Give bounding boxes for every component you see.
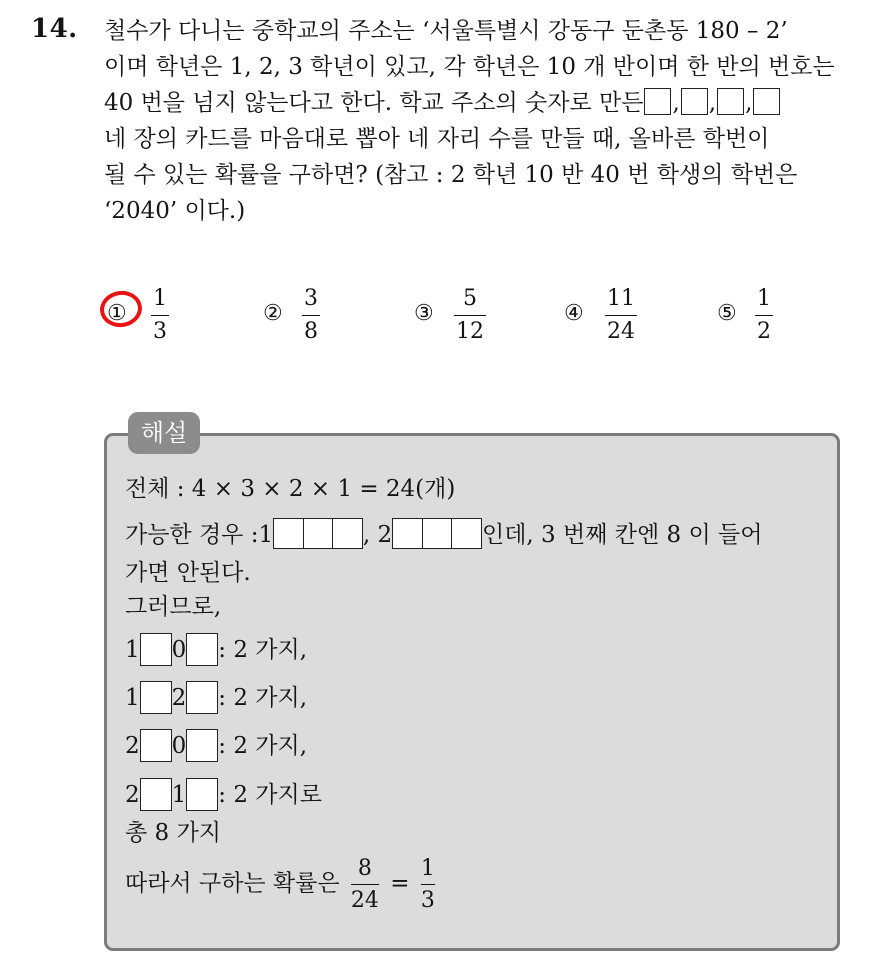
- solution-sum: 총 8 가지: [125, 820, 221, 846]
- blank-cell: [140, 633, 172, 666]
- blank-cell: [186, 633, 218, 666]
- choice-fraction: 1 2: [757, 286, 771, 344]
- choice-label: ③: [414, 301, 434, 326]
- blank-cell: [186, 681, 218, 714]
- blank-card: [717, 88, 744, 115]
- blank-card: [681, 88, 708, 115]
- solution-possible: 가능한 경우 :1 , 2 인데, 3 번째 칸엔 8 이 들어: [125, 518, 762, 552]
- choice-label: ①: [107, 301, 127, 326]
- question-line-1: 철수가 다니는 중학교의 주소는 ‘서울특별시 강동구 둔촌동 180 – 2’: [104, 18, 788, 44]
- blank-cell: [186, 729, 218, 762]
- blank-cell: [140, 729, 172, 762]
- choice-label: ⑤: [717, 301, 737, 326]
- blank-cell: [140, 681, 172, 714]
- solution-conclusion: 따라서 구하는 확률은 $\frac{8}{24}$ = $\frac{1}{3}$: [125, 856, 435, 913]
- blank-cells: [392, 518, 482, 549]
- question-line-2: 이며 학년은 1, 2, 3 학년이 있고, 각 학년은 10 개 반이며 한 반의 번호는: [104, 54, 835, 80]
- choice-fraction: 11 24: [607, 286, 635, 344]
- case-row: 1 2 : 2 가지,: [125, 681, 307, 715]
- question-line-4: 네 장의 카드를 마음대로 뽑아 네 자리 수를 만들 때, 올바른 학번이: [104, 126, 770, 152]
- case-row: 1 0 : 2 가지,: [125, 633, 307, 667]
- choice-label: ②: [263, 301, 283, 326]
- choice-fraction: 5 12: [456, 286, 484, 344]
- choice-fraction: 1 3: [153, 286, 167, 344]
- question-line-3-text: 40 번을 넘지 않는다고 한다. 학교 주소의 숫자로 만든: [104, 90, 644, 116]
- blank-card: [644, 88, 671, 115]
- solution-therefore: 그러므로,: [125, 594, 222, 620]
- choice-label: ④: [564, 301, 584, 326]
- case-row: 2 1 : 2 가지로: [125, 778, 322, 812]
- case-row: 2 0 : 2 가지,: [125, 729, 307, 763]
- blank-cell: [140, 778, 172, 811]
- solution-possible-cont: 가면 안된다.: [125, 560, 251, 586]
- question-line-6: ‘2040’ 이다.): [104, 198, 246, 224]
- blank-card: [753, 88, 780, 115]
- solution-total: 전체 : 4 × 3 × 2 × 1 = 24(개): [125, 476, 456, 502]
- blank-cells: [273, 518, 363, 549]
- fraction-answer: $\frac{1}{3}$: [420, 856, 435, 913]
- blank-cell: [186, 778, 218, 811]
- choice-fraction: 3 8: [304, 286, 318, 344]
- solution-tag: 해설: [128, 412, 200, 454]
- question-line-5: 될 수 있는 확률을 구하면? (참고 : 2 학년 10 반 40 번 학생의 학번은: [104, 162, 798, 188]
- question-number: 14.: [31, 14, 78, 44]
- question-line-3: 40 번을 넘지 않는다고 한다. 학교 주소의 숫자로 만든 , , ,: [104, 86, 781, 120]
- fraction-8-24: $\frac{8}{24}$: [350, 856, 379, 913]
